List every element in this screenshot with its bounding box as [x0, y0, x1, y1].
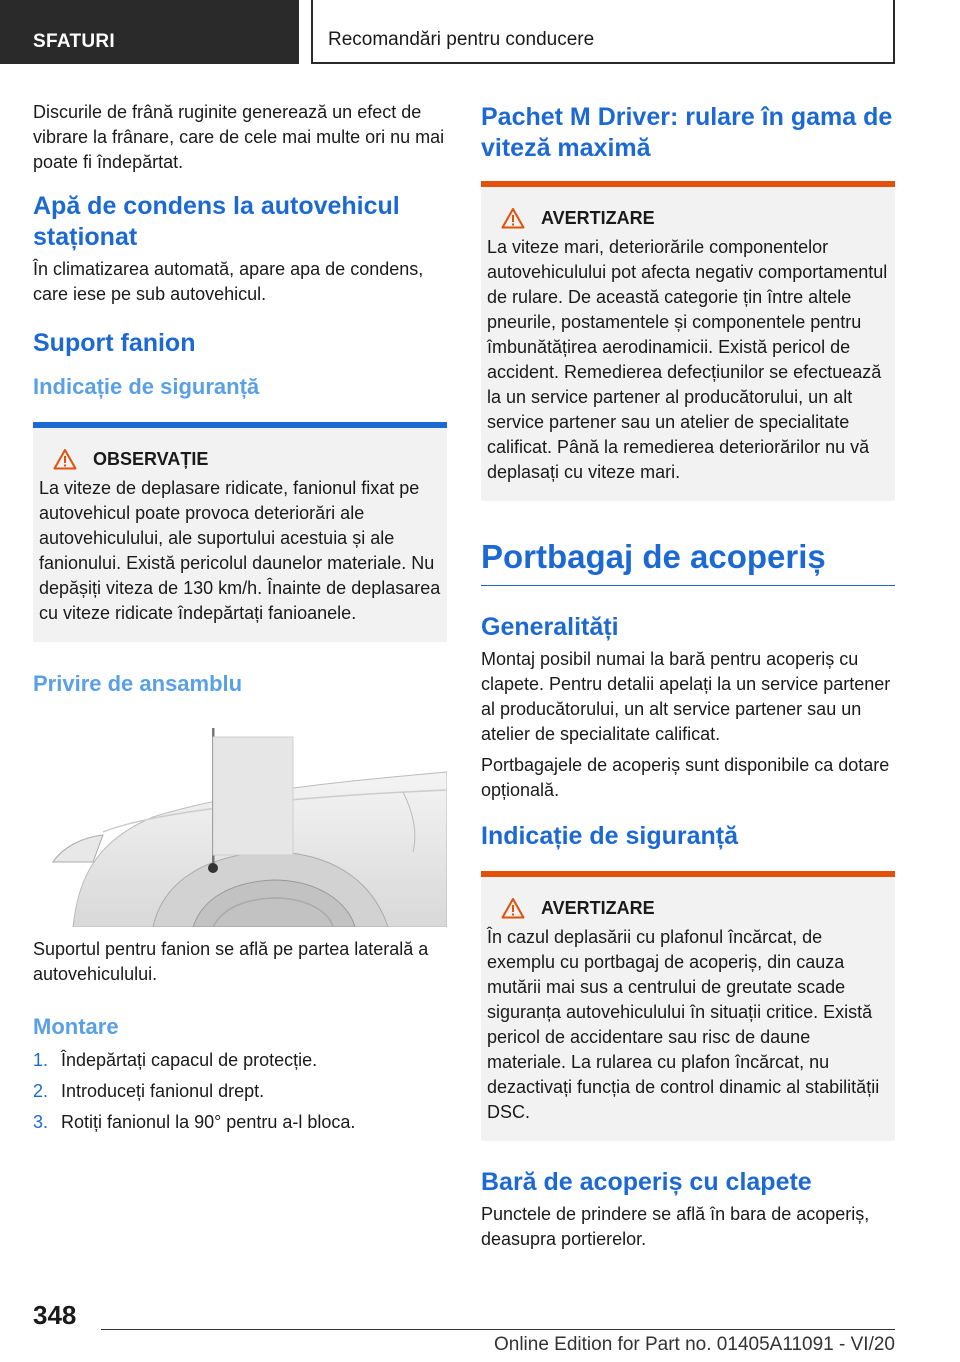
bar-paragraph: Punctele de prindere se află în bara de acoperiș, deasupra portierelor.: [481, 1204, 870, 1249]
note-label: OBSERVAȚIE: [93, 448, 209, 469]
safety-heading-right: Indicație de siguranță: [481, 822, 739, 850]
footer-divider: [101, 1329, 895, 1330]
list-item: 3. Rotiți fanionul la 90° pentru a-l bloca.: [33, 1112, 356, 1132]
note-box: [33, 422, 447, 642]
list-item: 2. Introduceți fanionul drept.: [33, 1081, 265, 1101]
condens-heading: Apă de condens la autovehicul staționat: [33, 192, 400, 251]
warning-title: [501, 207, 889, 229]
right-column: [481, 92, 895, 1252]
intro-paragraph: Discurile de frână ruginite generează un efect de vibrare la frânare, care de cele mai multe ori nu mai poate fi îndepărtat.: [33, 102, 445, 172]
warning-triangle-icon: [501, 897, 525, 919]
mount-heading: Montare: [33, 1014, 119, 1039]
note-title: [53, 448, 441, 470]
page-number: 348: [33, 1300, 77, 1330]
overview-heading: Privire de ansamblu: [33, 671, 243, 696]
suport-heading: Suport fanion: [33, 329, 196, 357]
general-paragraph-2: Portbagajele de acoperiș sunt disponibile ca dotare opțională.: [481, 755, 890, 800]
roof-heading: Portbagaj de acoperiș: [481, 538, 826, 575]
car-fender-flag-image: [33, 712, 447, 927]
warning-text: În cazul deplasării cu plafonul încărcat, de exemplu cu portbagaj de acoperiș, din cauza mutării mai sus a centrului de greutate scade siguranța autovehiculului în situații critice. Există pericol de accidentare sau risc de daune materiale. La rularea cu plafon încărcat, nu dezactivați funcția de control dinamic al stabilității DSC.: [487, 927, 880, 1122]
warning-title: [501, 897, 889, 919]
warning-box-roof: [481, 871, 895, 1141]
overview-paragraph: Suportul pentru fanion se află pe partea laterală a autovehiculului.: [33, 939, 429, 984]
condens-paragraph: În climatizarea automată, apare apa de condens, care iese pe sub autovehicul.: [33, 259, 424, 304]
edition-text: Online Edition for Part no. 01405A11091 - VI/20: [493, 1334, 895, 1355]
warning-text: La viteze mari, deteriorările componentelor autovehiculului pot afecta negativ comportamentul de rulare. De această categorie țin între altele pneurile, postamentele și componentele pentru îmbunătățirea aerodinamicii. Există pericol de accident. Remedierea defecțiunilor se efectuează la un service partener al producătorului, un alt service partener sau un atelier de specialitate calificat. Până la remedierea deteriorărilor nu vă deplasați cu viteze mari.: [487, 237, 888, 482]
general-paragraph-1: Montaj posibil numai la bară pentru acoperiș cu clapete. Pentru detalii apelați la un service partener al producătorului, un alt service partener sau un atelier de specialitate calificat.: [481, 649, 891, 744]
warning-label: AVERTIZARE: [541, 207, 655, 228]
warning-triangle-icon: [53, 448, 77, 470]
list-item: 1. Îndepărtați capacul de protecție.: [33, 1050, 318, 1070]
heading-divider: [481, 585, 895, 586]
section-tab: SFATURI: [0, 0, 299, 64]
warning-triangle-icon: [501, 207, 525, 229]
general-heading: Generalități: [481, 613, 619, 641]
note-text: La viteze de deplasare ridicate, fanionul fixat pe autovehicul poate provoca deteriorări ale autovehiculului, ale suportului acestuia și ale fanionului. Există pericolul daunelor materiale. Nu depășiți viteza de 130 km/h. Înainte de deplasarea cu viteze ridicate îndepărtați fanioanele.: [39, 478, 441, 623]
safety-heading-left: Indicație de siguranță: [33, 374, 260, 399]
left-column: [33, 92, 447, 1138]
flag-holder-illustration: [33, 712, 447, 927]
mount-steps: [33, 1045, 447, 1138]
mdriver-heading: Pachet M Driver: rulare în gama de viteză maximă: [481, 103, 893, 162]
chapter-title: Recomandări pentru conducere: [311, 0, 895, 64]
bar-heading: Bară de acoperiș cu clapete: [481, 1168, 812, 1196]
warning-box-speed: [481, 181, 895, 501]
warning-label: AVERTIZARE: [541, 897, 655, 918]
